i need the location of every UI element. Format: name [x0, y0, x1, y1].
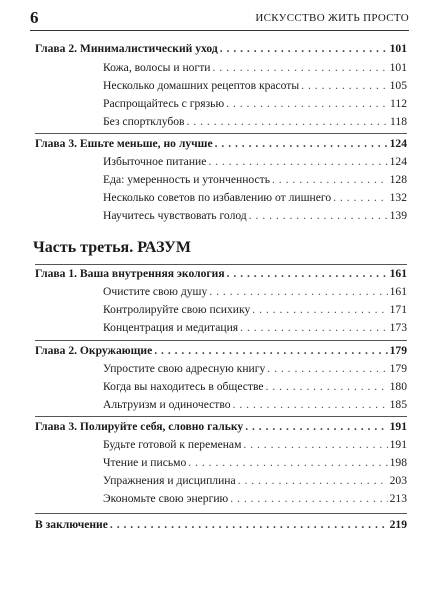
divider [35, 513, 407, 514]
divider [35, 416, 407, 417]
toc-section: Без спортклубов . . . 118 [103, 115, 407, 130]
toc-section: Несколько советов по избавлению от лишнего . . . 132 [103, 191, 407, 206]
toc-section: Концентрация и медитация . . . 173 [103, 321, 407, 336]
part-title: Часть третья. РАЗУМ [33, 239, 191, 256]
toc-section: Упражнения и дисциплина . . . 203 [103, 474, 407, 489]
toc-section: Распрощайтесь с грязью . . . 112 [103, 97, 407, 112]
toc-section: Контролируйте свою психику . . . 171 [103, 303, 407, 318]
toc-section: Научитесь чувствовать голод . . . 139 [103, 209, 407, 224]
toc-chapter: Глава 3. Полируйте себя, словно гальку . . . 191 [35, 420, 407, 435]
divider [35, 133, 407, 134]
toc-section: Экономьте свою энергию . . . 213 [103, 492, 407, 507]
toc-chapter: Глава 3. Ешьте меньше, но лучше . . . 124 [35, 137, 407, 152]
page-number: 6 [30, 8, 39, 27]
toc-section: Еда: умеренность и утонченность . . . 128 [103, 173, 407, 188]
page-header [30, 8, 409, 31]
toc-section: Альтруизм и одиночество . . . 185 [103, 398, 407, 413]
toc-section: Кожа, волосы и ногти . . . 101 [103, 61, 407, 76]
toc-chapter: Глава 2. Минималистический уход . . . 101 [35, 42, 407, 57]
divider [35, 264, 407, 265]
divider [35, 340, 407, 341]
toc-conclusion: В заключение . . . 219 [35, 518, 407, 533]
toc-chapter: Глава 1. Ваша внутренняя экология . . . 161 [35, 267, 407, 282]
toc-section: Очистите свою душу . . . 161 [103, 285, 407, 300]
toc-section: Несколько домашних рецептов красоты . . . 105 [103, 79, 407, 94]
toc-section: Избыточное питание . . . 124 [103, 155, 407, 170]
toc-section: Когда вы находитесь в обществе . . . 180 [103, 380, 407, 395]
running-title: ИСКУССТВО ЖИТЬ ПРОСТО [255, 12, 409, 24]
toc-section: Упростите свою адресную книгу . . . 179 [103, 362, 407, 377]
toc-section: Будьте готовой к переменам . . . 191 [103, 438, 407, 453]
toc-chapter: Глава 2. Окружающие . . . 179 [35, 344, 407, 359]
toc-section: Чтение и письмо . . . 198 [103, 456, 407, 471]
